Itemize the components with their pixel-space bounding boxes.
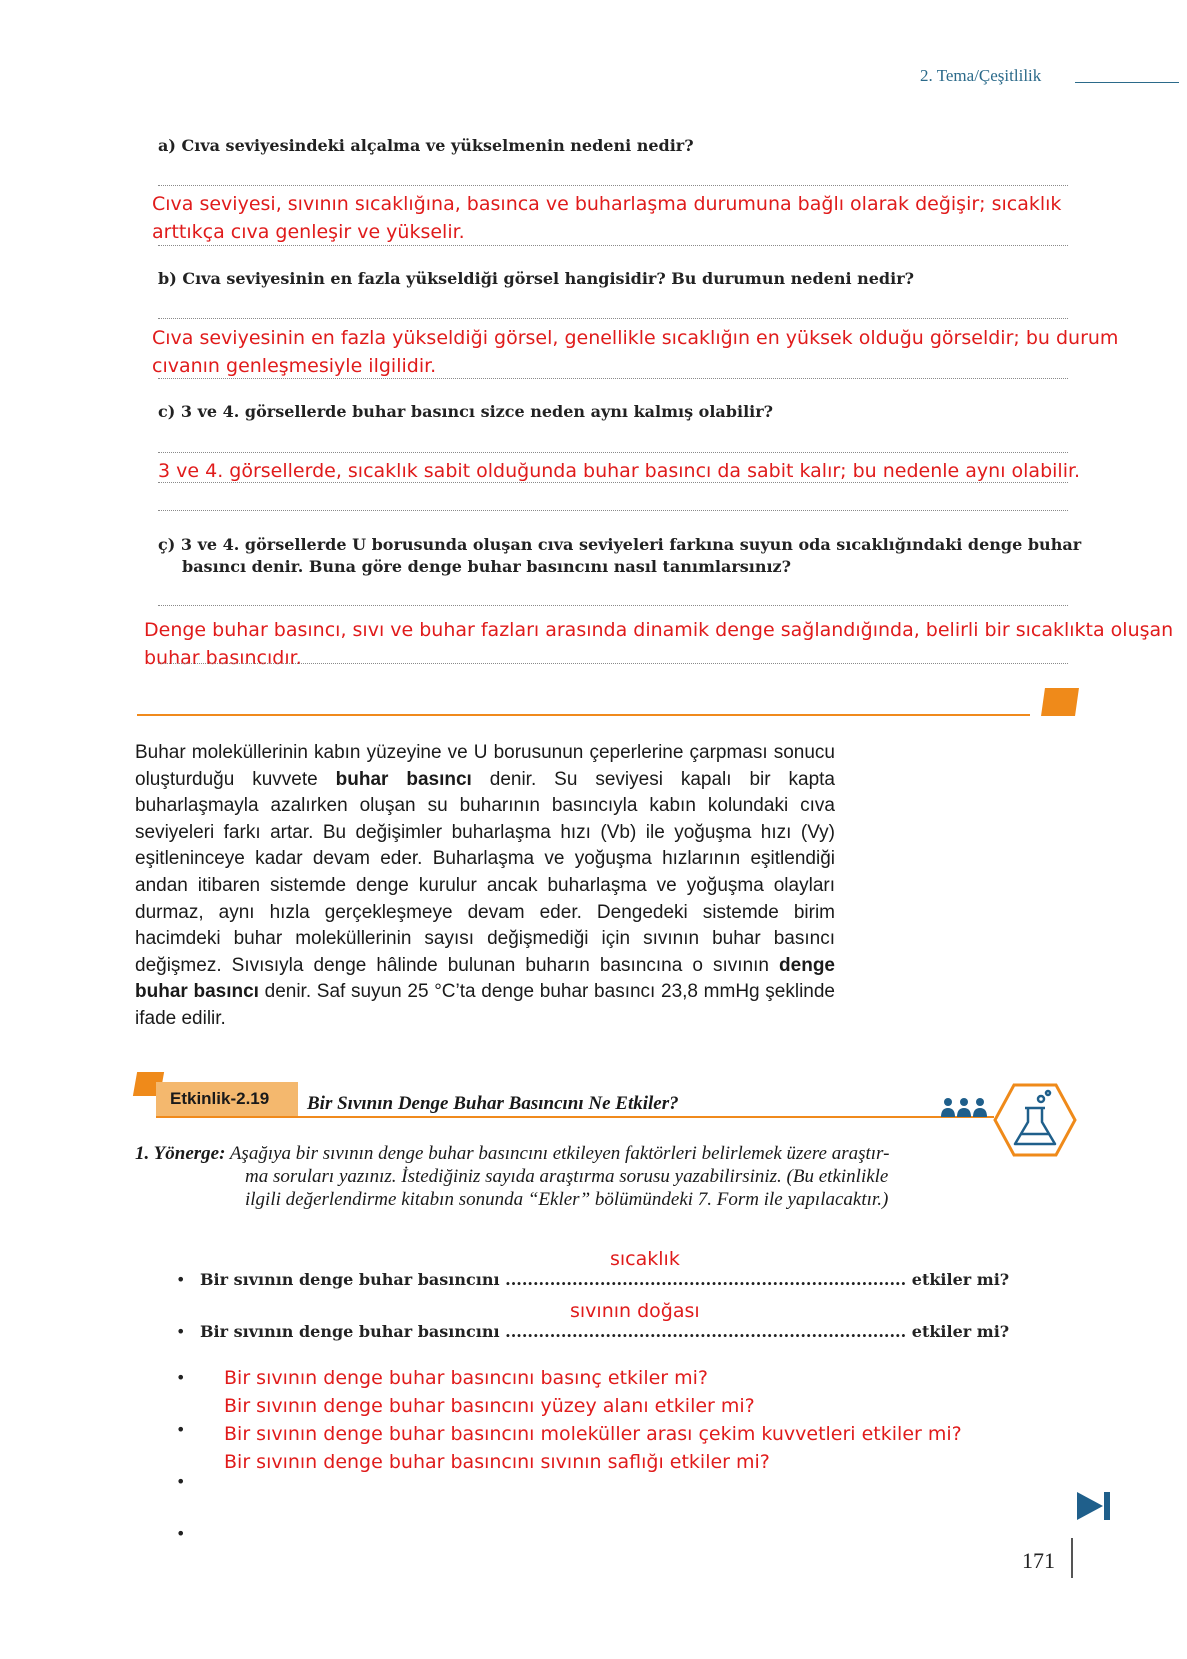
instruction-text: Aşağıya bir sıvının denge buhar basıncını etkileyen faktörleri belirlemek üzere araştır- — [225, 1143, 890, 1164]
bullet: • — [176, 1420, 186, 1439]
term-buhar-basinci: buhar basıncı — [335, 768, 472, 790]
answer-line — [158, 510, 1068, 511]
page-number-rule — [1071, 1538, 1073, 1578]
question-cedilla — [158, 535, 1081, 576]
group-work-icon — [940, 1097, 988, 1123]
research-answer: Bir sıvının denge buhar basıncını basınç etkiler mi? — [224, 1367, 709, 1389]
page-number: 171 — [1022, 1548, 1055, 1573]
answer-line — [158, 245, 1068, 246]
header-rule — [1075, 82, 1179, 83]
bullet: • — [176, 1270, 186, 1289]
answer-cedilla: Denge buhar basıncı, sıvı ve buhar fazları arasında dinamik denge sağlandığında, belirli bir sıcaklıkta oluşan buhar basıncıdır. — [144, 619, 1174, 669]
research-question — [200, 1322, 1009, 1341]
question-cedilla-line1: ç) 3 ve 4. görsellerde U borusunda oluşan cıva seviyeleri farkına suyun oda sıcaklığındaki denge buhar — [158, 535, 1082, 554]
filled-answer: sıvının doğası — [570, 1300, 700, 1322]
bullet: • — [176, 1472, 186, 1491]
fill-blank: ........................................................................ — [505, 1322, 907, 1341]
activity-rule — [156, 1116, 994, 1118]
answer-a: Cıva seviyesi, sıvının sıcaklığına, basınca ve buharlaşma durumuna bağlı olarak değişir; sıcaklık arttıkça cıva genleşir ve yükselir. — [152, 193, 1062, 243]
answer-line — [158, 318, 1068, 319]
instruction-text: ma soruları yazınız. İstediğiniz sayıda araştırma sorusu yazabilirsiniz. (Bu etkinlikle — [245, 1166, 889, 1187]
research-answer: Bir sıvının denge buhar basıncını yüzey alanı etkiler mi? — [224, 1395, 755, 1417]
question-a: a) Cıva seviyesindeki alçalma ve yükselmenin nedeni nedir? — [158, 136, 694, 155]
answer-line — [158, 452, 1068, 453]
next-page-icon[interactable] — [1075, 1490, 1113, 1526]
answer-line — [158, 605, 1068, 606]
question-prefix: Bir sıvının denge buhar basıncını — [200, 1322, 500, 1341]
paragraph-text: denir. Su seviyesi kapalı bir kapta buharlaşmayla azalırken oluşan su buharının basıncıyla kabın kolundaki cıva seviyeleri farkı artar. Bu değişimler buharlaşma hızı (Vb) ile yoğuşma hızı (Vy) eşitleninceye kadar devam eder. Buharlaşma ve yoğuşma hızlarının eşitlendiği andan itibaren sistemde denge kurulur ancak buharlaşma ve yoğuşma olayları durmaz, aynı hızla gerçekleşmeye devam eder. Dengedeki sistemde birim hacimdeki buhar moleküllerinin sayısı değişmediği için sıvının buhar basıncı değişmez. Sıvısıyla denge hâlinde bulunan buharın basıncına o sıvının — [135, 768, 835, 976]
answer-line — [158, 378, 1068, 379]
filled-answer: sıcaklık — [610, 1248, 680, 1270]
answer-line — [158, 185, 1068, 186]
activity-label: Etkinlik-2.19 — [170, 1089, 270, 1108]
paragraph-text: Buhar moleküllerinin kabın yüzeyine ve U borusunun çeperlerine çarpması sonucu oluşturduğu kuvvete — [135, 742, 835, 790]
question-suffix: etkiler mi? — [911, 1270, 1010, 1289]
fill-blank: ........................................................................ — [505, 1270, 907, 1289]
bullet: • — [176, 1368, 186, 1387]
answer-c: 3 ve 4. görsellerde, sıcaklık sabit olduğunda buhar basıncı da sabit kalır; bu nedenle aynı olabilir. — [158, 460, 1081, 482]
section-divider — [137, 714, 1030, 716]
bullet: • — [176, 1524, 186, 1543]
paragraph-text: denir. Saf suyun 25 °C’ta denge buhar basıncı 23,8 mmHg şeklinde ifade edilir. — [135, 981, 835, 1029]
activity-title: Bir Sıvının Denge Buhar Basıncını Ne Etkiler? — [307, 1093, 679, 1114]
divider-marker — [1041, 688, 1079, 716]
explanation-paragraph — [135, 740, 835, 1033]
research-question — [200, 1270, 1009, 1289]
research-answer: Bir sıvının denge buhar basıncını moleküller arası çekim kuvvetleri etkiler mi? — [224, 1423, 962, 1445]
instruction-text: ilgili değerlendirme kitabın sonunda “Ekler” bölümündeki 7. Form ile yapılacaktır.) — [245, 1189, 889, 1210]
instruction-label: 1. Yönerge: — [135, 1143, 226, 1164]
flask-icon — [993, 1082, 1077, 1162]
question-suffix: etkiler mi? — [911, 1322, 1010, 1341]
answer-b: Cıva seviyesinin en fazla yükseldiği görsel, genellikle sıcaklığın en yüksek olduğu görseldir; bu durum cıvanın genleşmesiyle ilgilidir. — [152, 327, 1119, 377]
answer-line — [158, 663, 1068, 664]
question-b: b) Cıva seviyesinin en fazla yükseldiği görsel hangisidir? Bu durumun nedeni nedir? — [158, 269, 914, 288]
section-header: 2. Tema/Çeşitlilik — [920, 66, 1042, 85]
bullet: • — [176, 1322, 186, 1341]
instruction — [135, 1142, 1005, 1211]
research-answers — [224, 1364, 962, 1476]
term-denge-buhar-basinci: denge buhar basıncı — [135, 954, 835, 1003]
question-c: c) 3 ve 4. görsellerde buhar basıncı sizce neden aynı kalmış olabilir? — [158, 402, 774, 421]
question-prefix: Bir sıvının denge buhar basıncını — [200, 1270, 500, 1289]
question-cedilla-line2: basıncı denir. Buna göre denge buhar basıncını nasıl tanımlarsınız? — [182, 557, 792, 576]
research-answer: Bir sıvının denge buhar basıncını sıvının saflığı etkiler mi? — [224, 1451, 770, 1473]
answer-line — [158, 482, 1068, 483]
